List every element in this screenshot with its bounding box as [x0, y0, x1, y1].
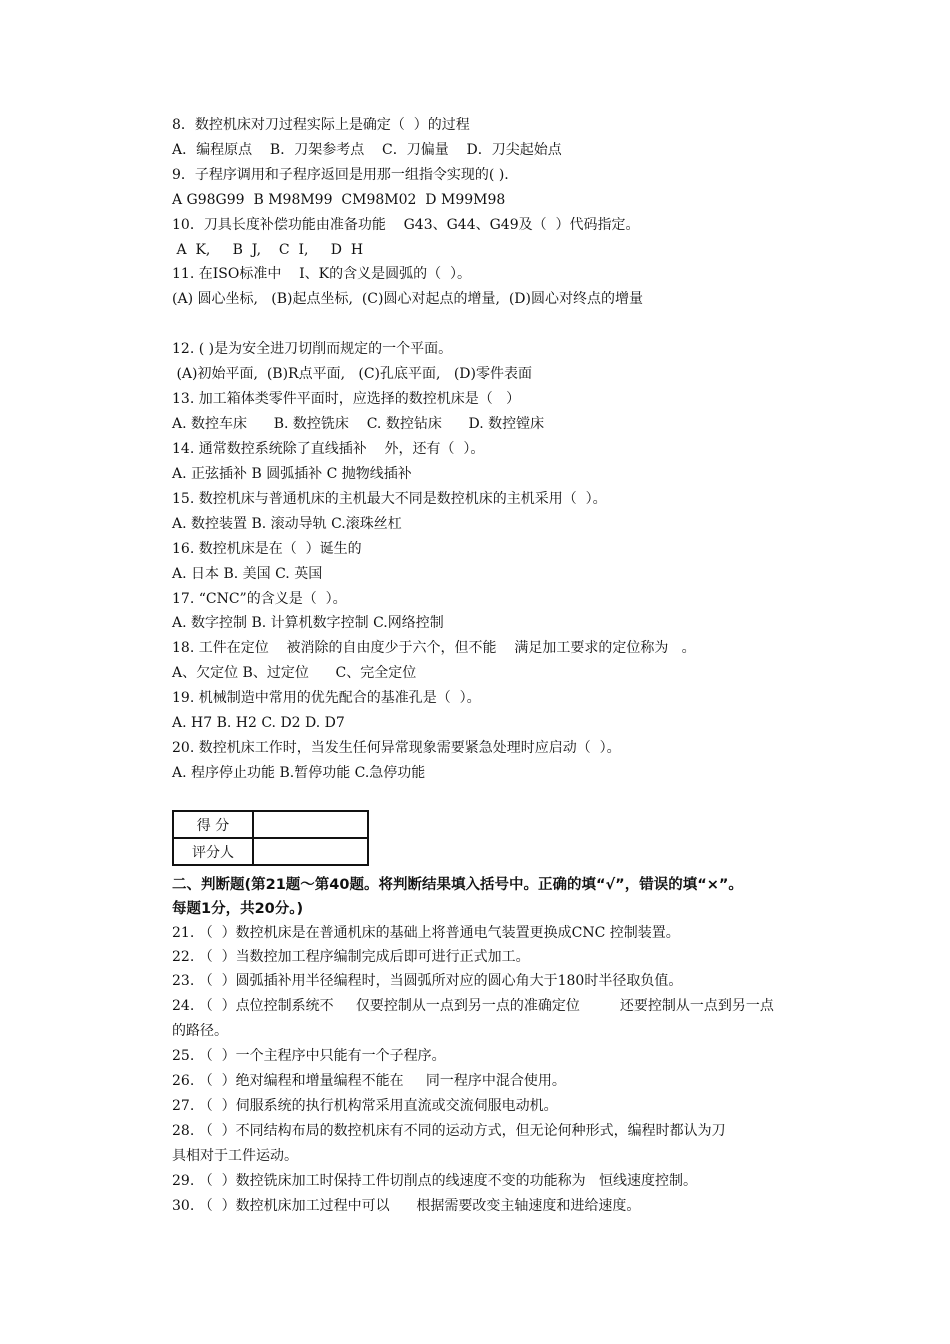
question-21: 21. （ ）数控机床是在普通机床的基础上将普通电气装置更换成CNC 控制装置。 — [172, 925, 680, 941]
question-15: 15. 数控机床与普通机床的主机最大不同是数控机床的主机采用（ ）。 — [172, 491, 607, 507]
section2-heading-cont: 每题1分，共20分。) — [172, 901, 304, 917]
question-20: 20. 数控机床工作时，当发生任何异常现象需要紧急处理时应启动（ ）。 — [172, 740, 621, 756]
grader-value-cell[interactable] — [253, 838, 368, 865]
question-17: 17. “CNC”的含义是（ ）。 — [172, 591, 347, 607]
question-22: 22. （ ）当数控加工程序编制完成后即可进行正式加工。 — [172, 949, 530, 965]
question-26: 26. （ ）绝对编程和增量编程不能在 同一程序中混合使用。 — [172, 1073, 566, 1089]
question-16: 16. 数控机床是在（ ）诞生的 — [172, 541, 362, 557]
question-24-cont: 的路径。 — [172, 1023, 228, 1039]
score-label: 得 分 — [173, 811, 253, 838]
question-10: 10．刀具长度补偿功能由准备功能 G43、G44、G49及（ ）代码指定。 — [172, 217, 640, 233]
question-14: 14. 通常数控系统除了直线插补 外，还有（ ）。 — [172, 441, 485, 457]
options-9: A G98G99 B M98M99 CM98M02 D M99M98 — [172, 192, 506, 208]
options-13: A. 数控车床 B. 数控铣床 C. 数控钻床 D. 数控镗床 — [172, 416, 545, 432]
question-28: 28. （ ）不同结构布局的数控机床有不同的运动方式，但无论何种形式，编程时都认为刀 — [172, 1123, 726, 1139]
question-23: 23. （ ）圆弧插补用半径编程时，当圆弧所对应的圆心角大于180时半径取负值。 — [172, 973, 683, 989]
question-28-cont: 具相对于工件运动。 — [172, 1148, 298, 1164]
section2-heading: 二、判断题(第21题～第40题。将判断结果填入括号中。正确的填“√”，错误的填“×”。 — [172, 877, 743, 893]
question-19: 19. 机械制造中常用的优先配合的基准孔是（ ）。 — [172, 690, 481, 706]
question-24: 24. （ ）点位控制系统不 仅要控制从一点到另一点的准确定位 还要控制从一点到另一点 — [172, 998, 774, 1014]
options-11: (A) 圆心坐标, (B)起点坐标, (C)圆心对起点的增量, (D)圆心对终点的增量 — [172, 291, 643, 307]
score-value-cell[interactable] — [253, 811, 368, 838]
options-16: A. 日本 B. 美国 C. 英国 — [172, 566, 323, 582]
grader-label: 评分人 — [173, 838, 253, 865]
question-27: 27. （ ）伺服系统的执行机构常采用直流或交流伺服电动机。 — [172, 1098, 558, 1114]
options-14: A. 正弦插补 B 圆弧插补 C 抛物线插补 — [172, 466, 412, 482]
question-8: 8．数控机床对刀过程实际上是确定（ ）的过程 — [172, 117, 470, 133]
question-12: 12. ( )是为安全进刀切削而规定的一个平面。 — [172, 341, 453, 357]
options-8: A．编程原点 B．刀架参考点 C．刀偏量 D．刀尖起始点 — [172, 142, 562, 158]
question-18: 18. 工件在定位 被消除的自由度少于六个，但不能 满足加工要求的定位称为 。 — [172, 640, 696, 656]
question-11: 11. 在ISO标准中 I、K的含义是圆弧的（ ）。 — [172, 266, 472, 282]
options-19: A. H7 B. H2 C. D2 D. D7 — [172, 715, 345, 731]
question-29: 29. （ ）数控铣床加工时保持工件切削点的线速度不变的功能称为 恒线速度控制。 — [172, 1173, 697, 1189]
options-18: A、欠定位 B、过定位 C、完全定位 — [172, 665, 417, 681]
question-13: 13. 加工箱体类零件平面时，应选择的数控机床是（ ） — [172, 391, 521, 407]
question-25: 25. （ ）一个主程序中只能有一个子程序。 — [172, 1048, 446, 1064]
options-12: (A)初始平面, (B)R点平面, (C)孔底平面, (D)零件表面 — [172, 366, 532, 382]
options-17: A. 数字控制 B. 计算机数字控制 C.网络控制 — [172, 615, 444, 631]
score-table — [172, 810, 369, 866]
question-30: 30. （ ）数控机床加工过程中可以 根据需要改变主轴速度和进给速度。 — [172, 1198, 641, 1214]
options-15: A. 数控装置 B. 滚动导轨 C.滚珠丝杠 — [172, 516, 402, 532]
question-9: 9．子程序调用和子程序返回是用那一组指令实现的( ). — [172, 167, 509, 183]
options-10: A K, B J, C I, D H — [172, 242, 364, 258]
options-20: A. 程序停止功能 B.暂停功能 C.急停功能 — [172, 765, 426, 781]
